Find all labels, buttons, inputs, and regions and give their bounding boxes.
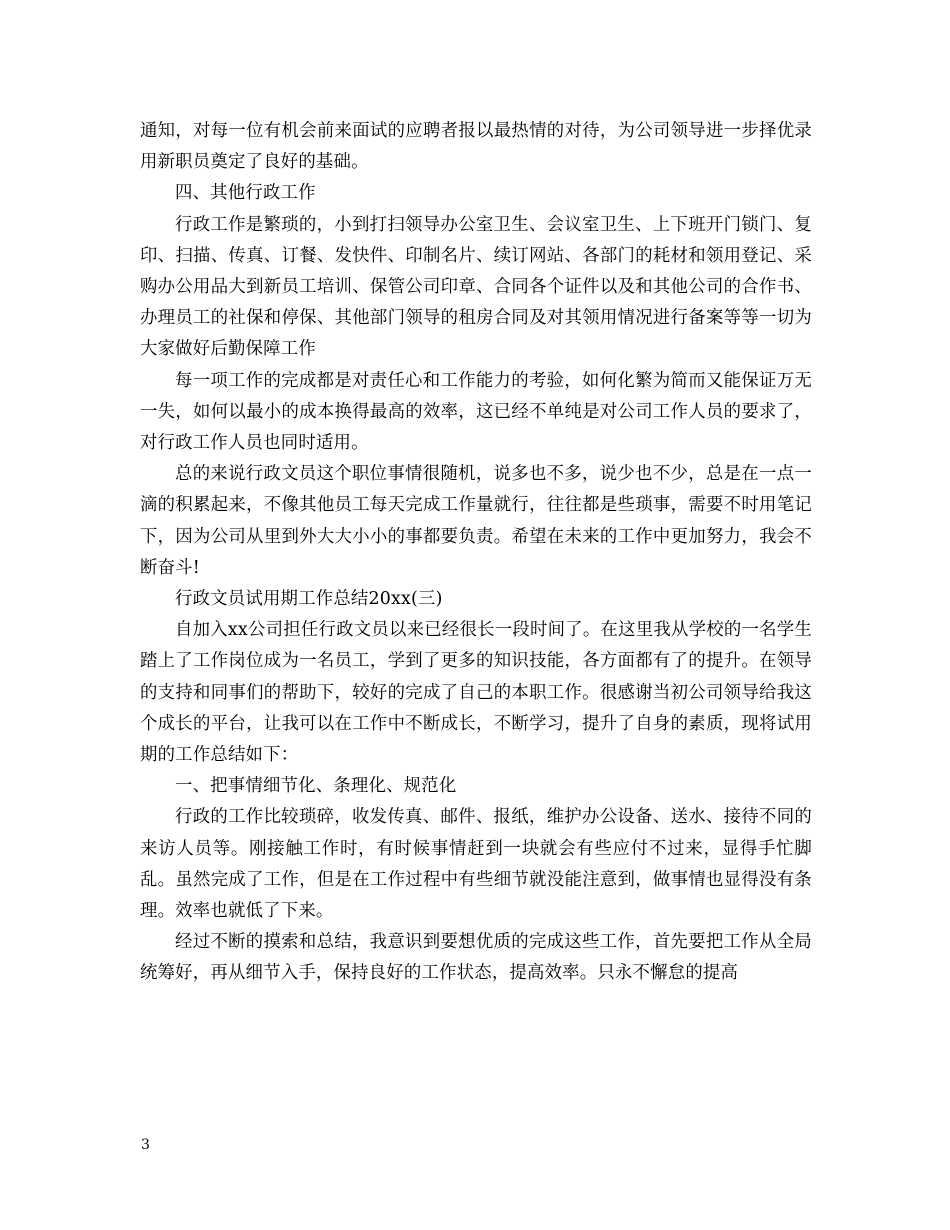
page-number: 3 [141, 1137, 150, 1153]
paragraph-10: 经过不断的摸索和总结，我意识到要想优质的完成这些工作，首先要把工作从全局统筹好，再从细节入手，保持良好的工作状态，提高效率。只永不懈怠的提高 [140, 932, 812, 984]
section-title-probation-summary: 行政文员试用期工作总结20xx(三) [175, 589, 443, 610]
paragraph-5: 总的来说行政文员这个职位事情很随机，说多也不多，说少也不少，总是在一点一滴的积累起来，不像其他员工每天完成工作量就行，往往都是些琐事，需要不时用笔记下，因为公司从里到外大大小小的事都要负责。希望在未来的工作中更加努力，我会不断奋斗! [140, 464, 812, 578]
paragraph-4: 每一项工作的完成都是对责任心和工作能力的考验，如何化繁为简而又能保证万无一失，如何以最小的成本换得最高的效率，这已经不单纯是对公司工作人员的要求了，对行政工作人员也同时适用。 [140, 370, 812, 454]
paragraph-9: 行政的工作比较琐碎，收发传真、邮件、报纸，维护办公设备、送水、接待不同的来访人员等。刚接触工作时，有时候事情赶到一块就会有些应付不过来，显得手忙脚乱。虽然完成了工作，但是在工作过程中有些细节就没能注意到，做事情也显得没有条理。效率也就低了下来。 [140, 807, 812, 922]
paragraph-7: 自加入xx公司担任行政文员以来已经很长一段时间了。在这里我从学校的一名学生踏上了工作岗位成为一名员工，学到了更多的知识技能，各方面都有了的提升。在领导的支持和同事们的帮助下，较好的完成了自己的本职工作。很感谢当初公司领导给我这个成长的平台，让我可以在工作中不断成长，不断学习，提升了自身的素质，现将试用期的工作总结如下： [140, 620, 812, 766]
section-heading-detail-organize: 一、把事情细节化、条理化、规范化 [175, 776, 457, 797]
section-heading-other-admin-work: 四、其他行政工作 [175, 183, 316, 204]
paragraph-3: 行政工作是繁琐的，小到打扫领导办公室卫生、会议室卫生、上下班开门锁门、复印、扫描、传真、订餐、发快件、印制名片、续订网站、各部门的耗材和领用登记、采购办公用品大到新员工培训、保管公司印章、合同各个证件以及和其他公司的合作书、办理员工的社保和停保、其他部门领导的租房合同及对其领用情况进行备案等等一切为大家做好后勤保障工作 [140, 214, 812, 360]
document-body [140, 116, 812, 990]
paragraph-1: 通知，对每一位有机会前来面试的应聘者报以最热情的对待，为公司领导进一步择优录用新职员奠定了良好的基础。 [140, 121, 812, 173]
